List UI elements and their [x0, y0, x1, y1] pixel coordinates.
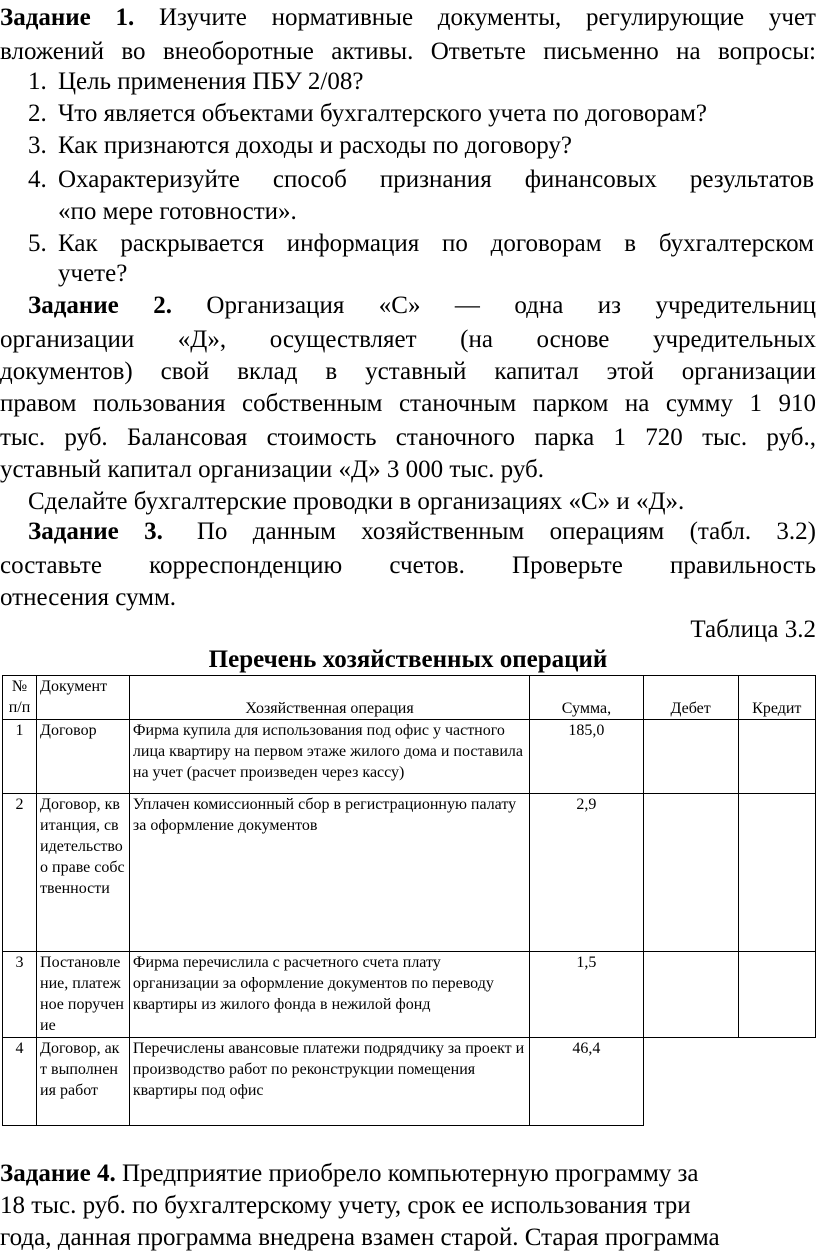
header-document: Документ [37, 676, 130, 720]
question-text: Как признаются доходы и расходы по договору? [58, 132, 573, 159]
cell-document: Постановление, платежное поручение [37, 952, 130, 1038]
operations-table [2, 675, 816, 1126]
task1-line1 [0, 2, 816, 34]
cell-credit [738, 720, 815, 794]
cell-no: 1 [3, 720, 37, 794]
cell-operation: Уплачен комиссионный сбор в регистрационную палату за оформление документов [129, 794, 529, 952]
question-text: Охарактеризуйте способ признания финансовых результатов [58, 166, 814, 193]
question-text: Цель применения ПБУ 2/08? [58, 68, 364, 95]
cell-debit [643, 720, 738, 794]
task2-instruction: Сделайте бухгалтерские проводки в организациях «С» и «Д». [28, 488, 685, 515]
task2-line: организации «Д», осуществляет (на основе учредительных [0, 326, 816, 353]
cell-operation-text: Фирма купила для использования под офис у частного лица квартиру на первом этаже жилого дома и поставила на учет (расчет произведен через кассу) [132, 722, 523, 781]
table-caption: Таблица 3.2 [690, 616, 816, 643]
task1-line2: вложений во внеоборотные активы. Ответьте письменно на вопросы: [0, 38, 816, 65]
question-text: Что является объектами бухгалтерского учета по договорам? [58, 100, 707, 127]
cell-credit [738, 1038, 815, 1126]
question-text: Как раскрывается информация по договорам в бухгалтерском [58, 230, 814, 257]
task2-label: Задание 2. [28, 292, 172, 319]
cell-operation: Фирма перечислила с расчетного счета плату организации за оформление документов по переводу квартиры из жилого фонда в нежилой фонд [129, 952, 529, 1038]
task4-line1 [0, 1158, 816, 1190]
cell-credit [738, 952, 815, 1038]
task3-line1 [0, 516, 816, 548]
task2-line: уставный капитал организации «Д» 3 000 тыс. руб. [0, 456, 544, 483]
task2-line: тыс. руб. Балансовая стоимость станочного парка 1 720 тыс. руб., [0, 424, 816, 451]
table-row [3, 952, 816, 1038]
table-header-row [3, 676, 816, 720]
question-text: «по мере готовности». [58, 198, 297, 225]
table-row [3, 720, 816, 794]
cell-sum: 46,4 [530, 1038, 643, 1126]
question-number: 2. [28, 100, 47, 127]
task4-intro: Предприятие приобрело компьютерную программу за [115, 1160, 699, 1187]
cell-debit [643, 1038, 738, 1126]
question-number: 4. [28, 166, 47, 193]
table-row [3, 1038, 816, 1126]
header-debit: Дебет [643, 676, 738, 720]
task2-intro: Организация «С» — одна из учредительниц [171, 292, 816, 319]
cell-no: 3 [3, 952, 37, 1038]
question-number: 3. [28, 132, 47, 159]
cell-document: Договор, акт выполнения работ [37, 1038, 130, 1126]
task4-line: года, данная программа внедрена взамен старой. Старая программа [0, 1224, 720, 1251]
task3-line: отнесения сумм. [0, 584, 177, 611]
header-credit: Кредит [738, 676, 815, 720]
cell-operation: Перечислены авансовые платежи подрядчику за проект и производство работ по реконструкции помещения квартиры под офис [129, 1038, 529, 1126]
task3-intro: По данным хозяйственным операциям (табл. 3.2) [196, 518, 816, 545]
cell-debit [643, 952, 738, 1038]
cell-credit [738, 794, 815, 952]
cell-no: 4 [3, 1038, 37, 1126]
task2-line: документов) свой вклад в уставный капитал этой организации [0, 358, 816, 385]
header-no: № п/п [3, 676, 37, 720]
task3-label: Задание 3. [28, 518, 163, 545]
task2-line1 [0, 290, 816, 322]
table-row [3, 794, 816, 952]
header-sum: Сумма, [530, 676, 643, 720]
cell-no: 2 [3, 794, 37, 952]
question-number: 5. [28, 230, 47, 257]
task4-line: 18 тыс. руб. по бухгалтерскому учету, срок ее использования три [0, 1192, 691, 1219]
cell-sum: 185,0 [530, 720, 643, 794]
task2-line: правом пользования собственным станочным парком на сумму 1 910 [0, 390, 816, 417]
cell-sum: 1,5 [530, 952, 643, 1038]
cell-operation [129, 720, 529, 794]
cell-document: Договор [37, 720, 130, 794]
task1-intro: Изучите нормативные документы, регулирующие учет [134, 4, 816, 31]
cell-sum: 2,9 [530, 794, 643, 952]
task4-label: Задание 4. [0, 1160, 116, 1187]
cell-debit [643, 794, 738, 952]
task3-line: составьте корреспонденцию счетов. Проверьте правильность [0, 552, 816, 579]
question-text: учете? [58, 260, 128, 287]
table-title: Перечень хозяйственных операций [208, 646, 608, 673]
task1-label: Задание 1. [0, 4, 135, 31]
header-operation: Хозяйственная операция [129, 676, 529, 720]
question-number: 1. [28, 68, 47, 95]
cell-document: Договор, квитанция, свидетельство о праве собственности [37, 794, 130, 952]
